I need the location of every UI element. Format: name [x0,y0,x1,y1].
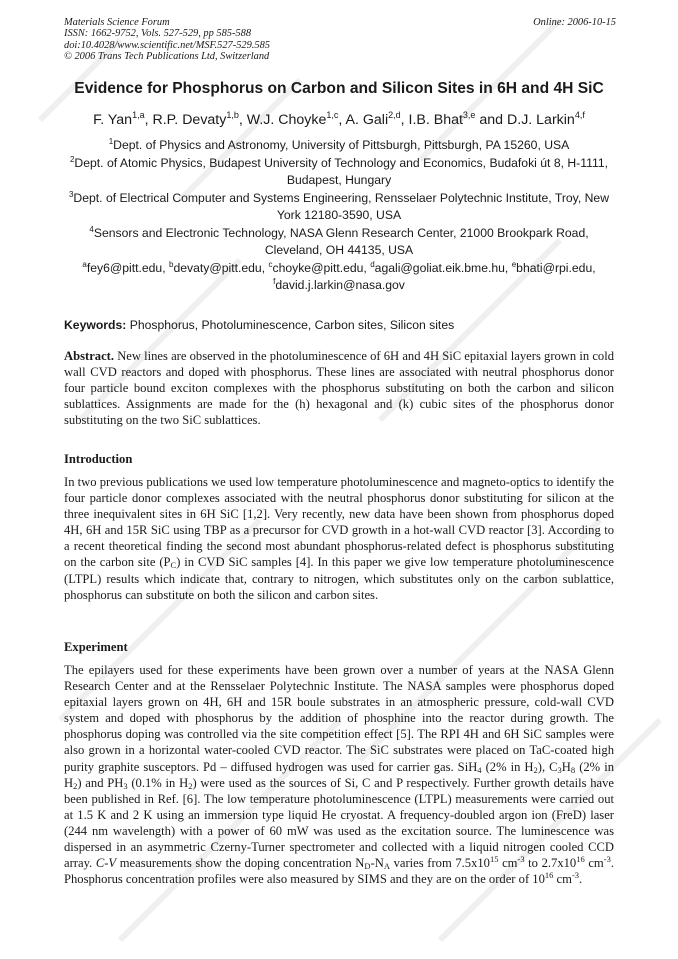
author: I.B. Bhat$^{3,e}$ and [408,110,507,128]
email-link[interactable]: $^c$choyke@pitt.edu, [268,260,371,275]
abstract-label: Abstract. [64,349,115,363]
abstract-text: New lines are observed in the photoluminescence of 6H and 4H SiC epitaxial layers grown in cold wall CVD reactors and doped with phosphorus. These lines are associated with neutral phosphorus donor four particle bound exciton complexes with the phosphorus substituting on both the carbon and silicon sublattices. Assignments are made for the (h) hexagonal and (k) cubic sites of the phosphorus donor substituting on the two SiC sublattices. [64,349,615,428]
affiliations [60,137,618,294]
email-link[interactable]: $^d$agali@goliat.eik.bme.hu, [370,260,512,275]
affiliation: $^4$Sensors and Electronic Technology, NASA Glenn Research Center, 21000 Brookpark Road, Cleveland, OH 44135, USA [89,225,589,257]
online-date: Online: 2006-10-15 [533,17,616,28]
author: R.P. Devaty$^{1,b}$, [152,110,247,128]
author-list [30,112,648,128]
author: D.J. Larkin$^{4,f}$ [507,110,585,128]
keywords-label: Keywords: [64,318,127,332]
email-link[interactable]: $^f$david.j.larkin@nasa.gov [273,277,405,292]
affiliation: $^3$Dept. of Electrical Computer and Systems Engineering, Rensselaer Polytechnic Institute, Troy, New York 12180-3590, USA [68,190,610,222]
author: A. Gali$^{2,d}$, [345,110,409,128]
experiment-paragraph: The epilayers used for these experiments have been grown over a number of years at the NASA Glenn Research Center and at the Rensselaer Polytechnic Institute. The NASA samples were phosphorus doped epitaxial layers grown on 4H, 6H and 15R boule substrates in an atmospheric pressure, cold-wall CVD system and doped with phosphorus by the addition of phosphine into the reactor during growth. The phosphorus doping was controlled via the site competition effect [5]. The RPI 4H and 6H SiC samples were also grown in a horizontal water-cooled CVD reactor. The SiC substrates were placed on TaC-coated high purity graphite susceptors. Pd – diffused hydrogen was used for carrier gas. SiH$_4$ (2% in $H_2$), $C_3H_8$ (2% in $H_2$) and $PH_3$ (0.1% in $H_2$) were used as the sources of Si, C and P respectively. Further growth details have been published in Ref. [6]. The low temperature photoluminescence (LTPL) measurements were carried out at 1.5 K and 2 K using an immersion type liquid He cryostat. A frequency-doubled argon ion (FreD) laser (244 nm wavelength) with a power of 60 mW was used as the excitation source. The luminescence was dispersed in an asymmetric Czerny-Turner spectrometer and collected with a liquid nitrogen cooled CCD array. C-V measurements show the doping concentration $N_D-N_A$ varies from $7.5x10^{15}$ $cm^{-3}$ to $2.7x10^{16}$ $cm^{-3}$. Phosphorus concentration profiles were also measured by SIMS and they are on the order of $10^{16}$ $cm^{-3}$. [64,663,615,887]
issn-line: ISSN: 1662-9752, Vols. 527-529, pp 585-588 [64,28,252,40]
introduction-heading: Introduction [64,452,133,466]
affiliation: $^2$Dept. of Atomic Physics, Budapest University of Technology and Economics, Budafoki út 8, H-1111, Budapest, Hungary [69,155,609,187]
paper-title: Evidence for Phosphorus on Carbon and Silicon Sites in 6H and 4H SiC [74,80,604,97]
keywords [64,318,454,332]
keywords-text: Phosphorus, Photoluminescence, Carbon sites, Silicon sites [129,318,455,332]
journal-name: Materials Science Forum [64,17,170,28]
author: F. Yan$^{1,a}$, [93,110,153,128]
email-link[interactable]: $^e$bhati@rpi.edu, [511,260,596,275]
email-link[interactable]: $^b$devaty@pitt.edu, [168,260,269,275]
abstract [64,348,614,428]
experiment-heading: Experiment [64,640,128,654]
email-list [60,260,618,294]
doi-line: doi:10.4028/www.scientific.net/MSF.527-529.585 [64,39,270,51]
author: W.J. Choyke$^{1,c}$, [246,110,346,128]
email-link[interactable]: $^a$fey6@pitt.edu, [82,260,169,275]
copyright-line: © 2006 Trans Tech Publications Ltd, Switzerland [64,51,270,63]
journal-header [64,17,616,63]
affiliation: $^1$Dept. of Physics and Astronomy, University of Pittsburgh, Pittsburgh, PA 15260, USA [108,137,570,152]
introduction-paragraph: In two previous publications we used low temperature photoluminescence and magneto-optics to identify the four particle donor complexes associated with the neutral phosphorus donor substituting for silicon at the three inequivalent sites in 6H SiC [1,2]. Very recently, new data have been shown from phosphorus doped 4H, 6H and 15R SiC using TBP as a precursor for CVD growth in a hot-wall CVD reactor [3]. According to a recent theoretical finding the second most abundant phosphorus-related defect is phosphorus substituting on the carbon site $(P_C)$ in CVD SiC samples [4]. In this paper we give low temperature photoluminescence (LTPL) results which indicate that, contrary to nitrogen, which substitutes only on the carbon sublattice, phosphorus can substitute on both the silicon and carbon sites. [64,475,614,602]
